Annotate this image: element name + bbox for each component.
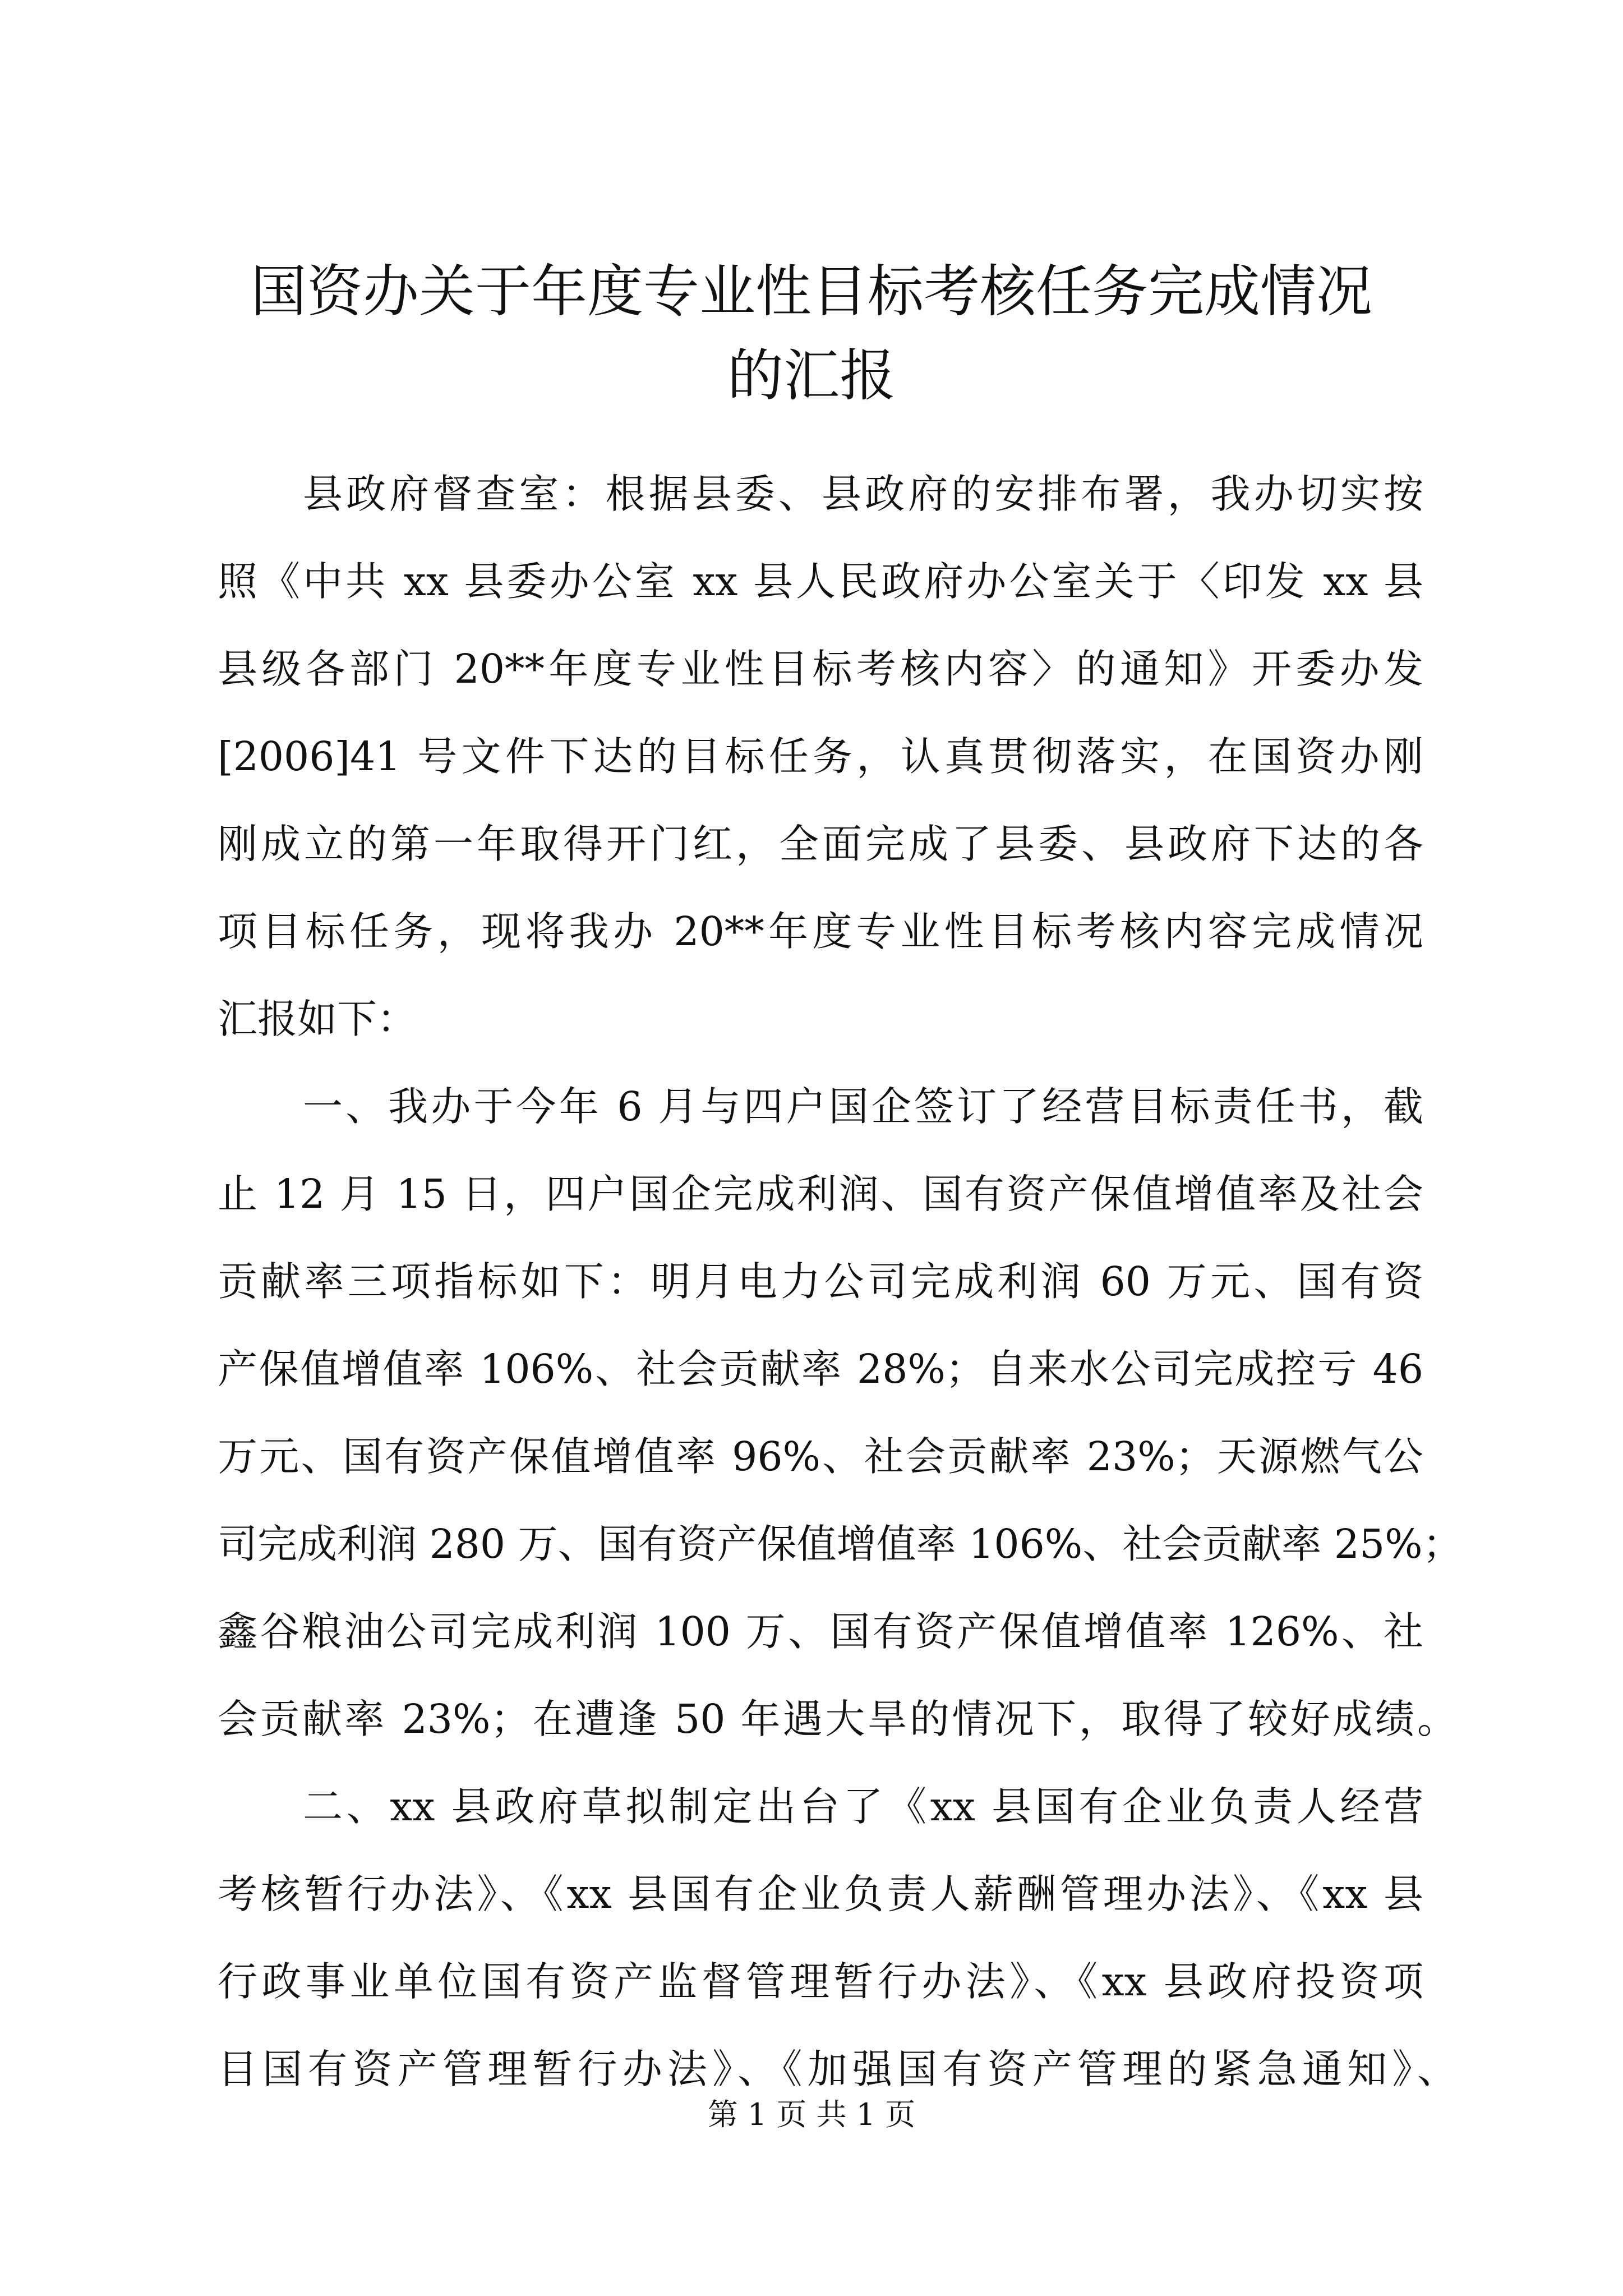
paragraph-1-line-3: 县级各部门 20**年度专业性目标考核内容〉的通知》开委办发 (218, 646, 1423, 692)
paragraph-3-line-2: 考核暂行办法》、《xx 县国有企业负责人薪酬管理办法》、《xx 县 (218, 1871, 1423, 1917)
paragraph-1-line-7: 汇报如下： (218, 996, 417, 1042)
paragraph-2-line-1: 一、我办于今年 6 月与四户国企签订了经营目标责任书，截 (303, 1083, 1423, 1130)
paragraph-2-line-3: 贡献率三项指标如下：明月电力公司完成利润 60 万元、国有资 (218, 1258, 1423, 1305)
paragraph-1-line-6: 项目标任务，现将我办 20**年度专业性目标考核内容完成情况 (218, 908, 1423, 955)
document-title-line-1: 国资办关于年度专业性目标考核任务完成情况 (251, 259, 1372, 324)
paragraph-3-line-3: 行政事业单位国有资产监督管理暂行办法》、《xx 县政府投资项 (218, 1958, 1423, 2005)
paragraph-2-line-6: 司完成利润 280 万、国有资产保值增值率 106%、社会贡献率 25%； (218, 1521, 1463, 1567)
paragraph-1-line-1: 县政府督查室：根据县委、县政府的安排布署，我办切实按 (303, 471, 1423, 517)
paragraph-2-line-4: 产保值增值率 106%、社会贡献率 28%；自来水公司完成控亏 46 (218, 1346, 1423, 1392)
paragraph-2-line-7: 鑫谷粮油公司完成利润 100 万、国有资产保值增值率 126%、社 (218, 1608, 1423, 1655)
page-footer: 第 1 页 共 1 页 (707, 2097, 916, 2132)
paragraph-2-line-8: 会贡献率 23%；在遭逢 50 年遇大旱的情况下，取得了较好成绩。 (218, 1696, 1457, 1742)
paragraph-2-line-2: 止 12 月 15 日，四户国企完成利润、国有资产保值增值率及社会 (218, 1171, 1423, 1217)
paragraph-2-line-5: 万元、国有资产保值增值率 96%、社会贡献率 23%；天源燃气公 (218, 1433, 1423, 1480)
paragraph-1-line-5: 刚成立的第一年取得开门红，全面完成了县委、县政府下达的各 (218, 821, 1423, 867)
paragraph-1-line-4: [2006]41 号文件下达的目标任务，认真贯彻落实，在国资办刚 (218, 733, 1423, 780)
paragraph-3-line-1: 二、xx 县政府草拟制定出台了《xx 县国有企业负责人经营 (303, 1783, 1423, 1830)
document-title-line-2: 的汇报 (727, 343, 896, 408)
paragraph-1-line-2: 照《中共 xx 县委办公室 xx 县人民政府办公室关于〈印发 xx 县 (218, 558, 1423, 605)
paragraph-3-line-4: 目国有资产管理暂行办法》、《加强国有资产管理的紧急通知》、 (218, 2046, 1457, 2092)
